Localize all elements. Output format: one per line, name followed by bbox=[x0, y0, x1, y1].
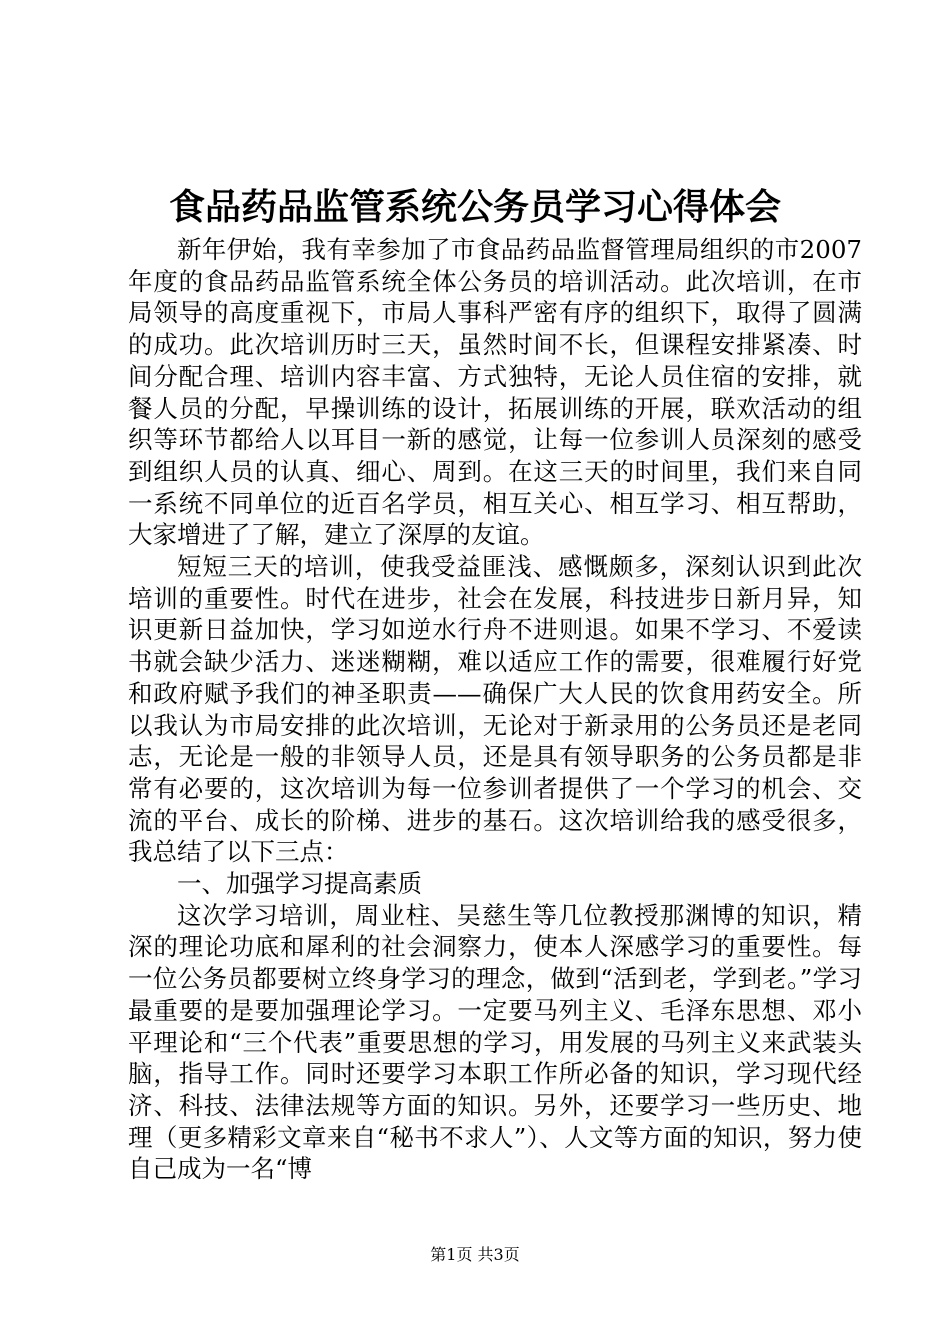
paragraph-2: 短短三天的培训，使我受益匪浅、感慨颇多，深刻认识到此次培训的重要性。时代在进步，社会在发展，科技进步日新月异，知识更新日益加快，学习如逆水行舟不进则退。如果不学习、不爱读书就会缺少活力、迷迷糊糊，难以适应工作的需要，很难履行好党和政府赋予我们的神圣职责——确保广大人民的饮食用药安全。所以我认为市局安排的此次培训，无论对于新录用的公务员还是老同志，无论是一般的非领导人员，还是具有领导职务的公务员都是非常有必要的，这次培训为每一位参训者提供了一个学习的机会、交流的平台、成长的阶梯、进步的基石。这次培训给我的感受很多，我总结了以下三点： bbox=[128, 552, 862, 867]
section-heading-1: 一、加强学习提高素质 bbox=[177, 869, 422, 899]
document-body bbox=[128, 234, 862, 1185]
paragraph-1: 新年伊始，我有幸参加了市食品药品监督管理局组织的市2007年度的食品药品监管系统全体公务员的培训活动。此次培训，在市局领导的高度重视下，市局人事科严密有序的组织下，取得了圆满的成功。此次培训历时三天，虽然时间不长，但课程安排紧凑、时间分配合理、培训内容丰富、方式独特，无论人员住宿的安排，就餐人员的分配，早操训练的设计，拓展训练的开展，联欢活动的组织等环节都给人以耳目一新的感觉，让每一位参训人员深刻的感受到组织人员的认真、细心、周到。在这三天的时间里，我们来自同一系统不同单位的近百名学员，相互关心、相互学习、相互帮助，大家增进了了解，建立了深厚的友谊。 bbox=[128, 235, 862, 550]
page-footer: 第1页 共3页 bbox=[430, 1245, 520, 1264]
document-title: 食品药品监管系统公务员学习心得体会 bbox=[168, 186, 781, 228]
paragraph-3: 这次学习培训，周业柱、吴慈生等几位教授那渊博的知识，精深的理论功底和犀利的社会洞察力，使本人深感学习的重要性。每一位公务员都要树立终身学习的理念，做到“活到老，学到老。”学习最重要的是要加强理论学习。一定要马列主义、毛泽东思想、邓小平理论和“三个代表”重要思想的学习，用发展的马列主义来武装头脑，指导工作。同时还要学习本职工作所必备的知识，学习现代经济、科技、法律法规等方面的知识。另外，还要学习一些历史、地理（更多精彩文章来自“秘书不求人”）、人文等方面的知识，努力使自己成为一名“博 bbox=[128, 900, 862, 1184]
